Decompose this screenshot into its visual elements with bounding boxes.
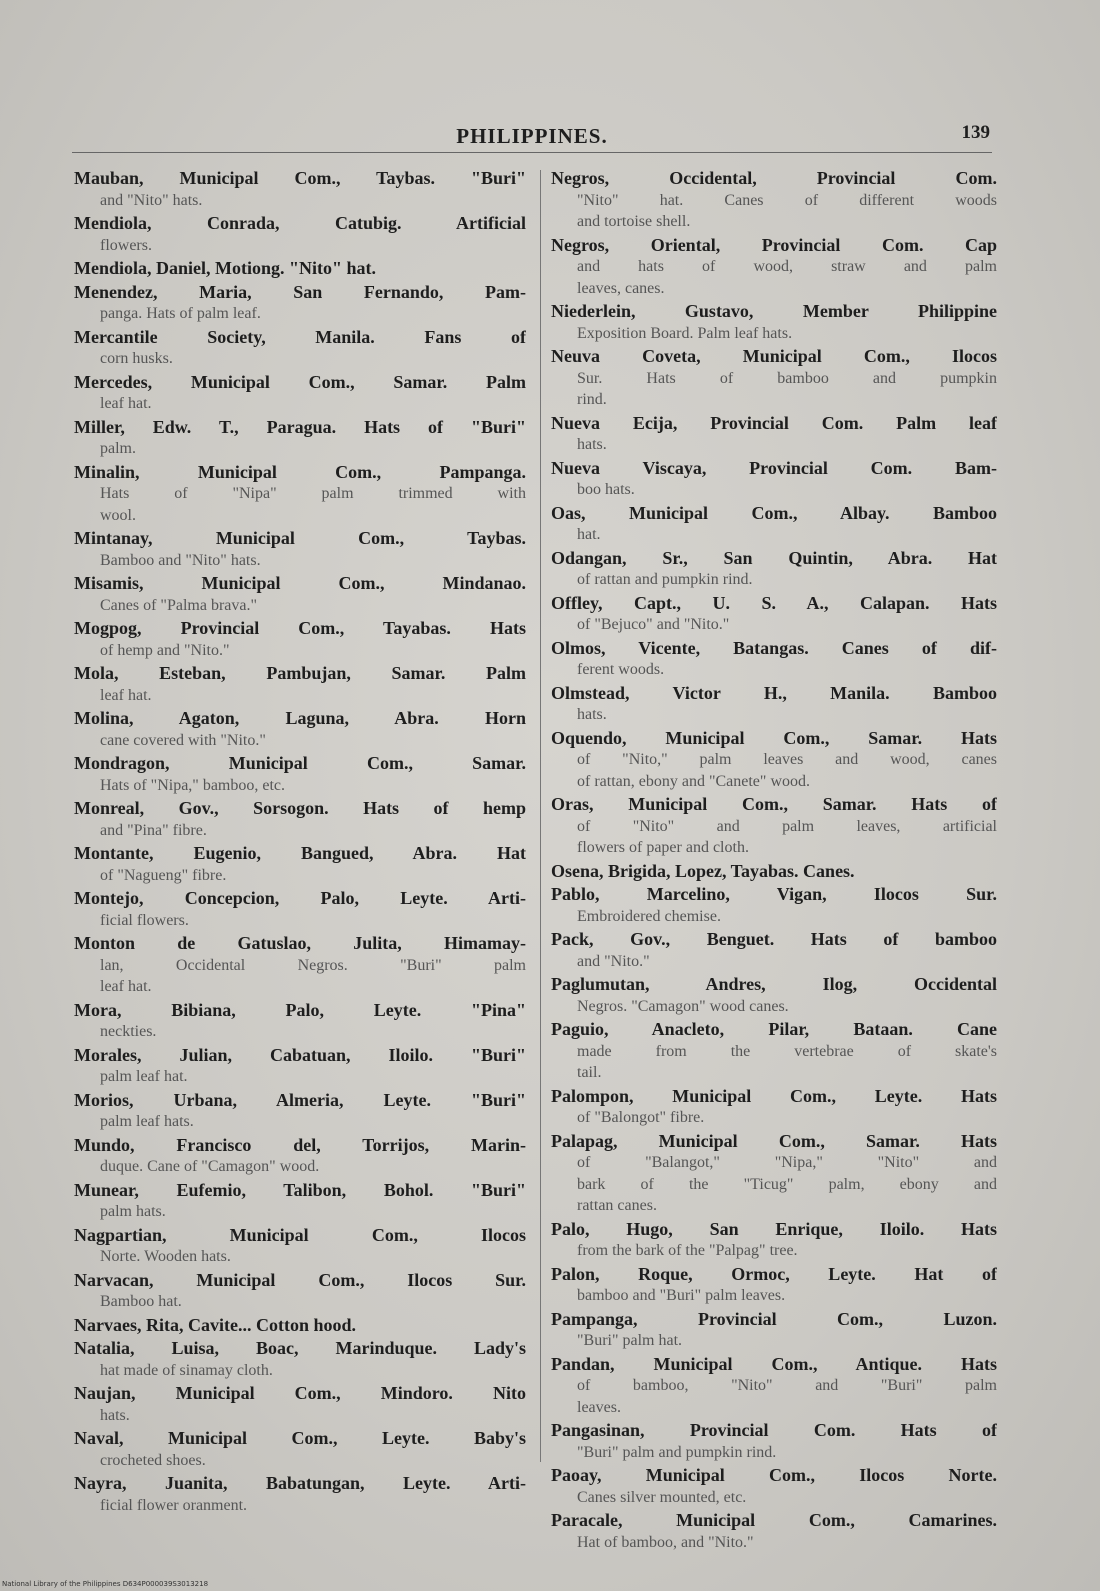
entry-heading-line: Pandan, Municipal Com., Antique. Hats: [551, 1353, 997, 1374]
entry-continuation-line: "Buri" palm and pumpkin rind.: [577, 1443, 777, 1461]
index-entry: [551, 593, 997, 636]
entry-heading-line: Paguio, Anacleto, Pilar, Bataan. Cane: [551, 1019, 997, 1039]
index-entry: [74, 798, 526, 841]
index-entry: [551, 683, 997, 726]
entry-continuation-line: Negros. "Camagon" wood canes.: [577, 997, 789, 1015]
entry-heading-line: Mogpog, Provincial Com., Tayabas. Hats: [74, 618, 526, 638]
entry-continuation-line: leaves, canes.: [577, 279, 665, 297]
entry-heading-line: Morales, Julian, Cabatuan, Iloilo. "Buri": [74, 1044, 526, 1065]
index-entry: [74, 528, 526, 571]
entry-continuation-line: of "Balongot" fibre.: [577, 1109, 705, 1126]
entry-continuation-line: bamboo and "Buri" palm leaves.: [577, 1287, 786, 1304]
entry-continuation-line: leaf hat.: [100, 686, 152, 704]
entry-continuation-line: Hats of "Nipa" palm trimmed with: [100, 485, 526, 502]
index-entry: [551, 458, 997, 501]
entry-continuation-line: hats.: [100, 1406, 130, 1424]
left-column: [74, 168, 526, 1518]
entry-heading-line: Narvacan, Municipal Com., Ilocos Sur.: [74, 1269, 526, 1290]
entry-heading-line: Olmos, Vicente, Batangas. Canes of dif-: [551, 637, 997, 658]
entry-heading-line: Nagpartian, Municipal Com., Ilocos: [74, 1224, 526, 1245]
entry-heading-line: Pablo, Marcelino, Vigan, Ilocos Sur.: [551, 884, 997, 904]
entry-heading-line: Mercedes, Municipal Com., Samar. Palm: [74, 371, 526, 392]
index-entry: [74, 258, 526, 280]
index-entry: [551, 861, 997, 883]
entry-continuation-line: and hats of wood, straw and palm: [577, 258, 997, 275]
entry-continuation-line: "Buri" palm hat.: [577, 1332, 683, 1349]
entry-continuation-line: panga. Hats of palm leaf.: [100, 305, 261, 322]
entry-heading-line: Monton de Gatuslao, Julita, Himamay-: [74, 933, 526, 953]
entry-heading-line: Menendez, Maria, San Fernando, Pam-: [74, 281, 526, 302]
entry-continuation-line: tail.: [577, 1064, 602, 1081]
index-entry: [551, 168, 997, 233]
entry-heading-line: Natalia, Luisa, Boac, Marinduque. Lady's: [74, 1338, 526, 1358]
entry-continuation-line: Exposition Board. Palm leaf hats.: [577, 324, 793, 342]
entry-heading-line: Offley, Capt., U. S. A., Calapan. Hats: [551, 592, 997, 613]
index-entry: [551, 794, 997, 859]
entry-continuation-line: Bamboo and "Nito" hats.: [100, 551, 261, 569]
index-entry: [74, 663, 526, 706]
index-entry: [74, 888, 526, 931]
index-entry: [551, 1510, 997, 1553]
entry-continuation-line: rind.: [577, 391, 607, 408]
entry-heading-line: Oquendo, Municipal Com., Samar. Hats: [551, 727, 997, 748]
entry-continuation-line: rattan canes.: [577, 1197, 657, 1214]
index-entry: [551, 884, 997, 927]
entry-heading-line: Palompon, Municipal Com., Leyte. Hats: [551, 1085, 997, 1106]
entry-continuation-line: and "Nito" hats.: [100, 191, 203, 209]
index-entry: [551, 1465, 997, 1508]
index-entry: [74, 213, 526, 256]
entry-continuation-line: hat made of sinamay cloth.: [100, 1361, 273, 1379]
index-entry: [551, 1309, 997, 1352]
entry-heading-line: Munear, Eufemio, Talibon, Bohol. "Buri": [74, 1179, 526, 1200]
entry-heading-line: Neuva Coveta, Municipal Com., Ilocos: [551, 346, 997, 366]
entry-continuation-line: of rattan, ebony and "Canete" wood.: [577, 772, 810, 790]
index-entry: [551, 235, 997, 300]
entry-heading-line: Misamis, Municipal Com., Mindanao.: [74, 573, 526, 593]
entry-continuation-line: hats.: [577, 436, 607, 453]
scan-footer: National Library of the Philippines D634P000039S3013218: [2, 1580, 209, 1588]
entry-heading-line: Paglumutan, Andres, Ilog, Occidental: [551, 974, 997, 994]
entry-continuation-line: cane covered with "Nito.": [100, 731, 266, 749]
entry-continuation-line: from the bark of the "Palpag" tree.: [577, 1242, 798, 1259]
index-entry: [551, 503, 997, 546]
entry-heading-line: Niederlein, Gustavo, Member Philippine: [551, 301, 997, 321]
entry-continuation-line: flowers.: [100, 236, 152, 254]
entry-continuation-line: Canes silver mounted, etc.: [577, 1488, 747, 1506]
entry-heading-line: Palon, Roque, Ormoc, Leyte. Hat of: [551, 1263, 997, 1284]
running-head: PHILIPPINES.: [456, 124, 608, 148]
index-entry: [74, 1428, 526, 1471]
index-entry: [74, 417, 526, 460]
entry-continuation-line: duque. Cane of "Camagon" wood.: [100, 1158, 320, 1175]
entry-heading-line: Pampanga, Provincial Com., Luzon.: [551, 1308, 997, 1329]
entry-heading-line: Paracale, Municipal Com., Camarines.: [551, 1510, 997, 1530]
index-entry: [74, 1090, 526, 1133]
entry-heading-line: Mondragon, Municipal Com., Samar.: [74, 753, 526, 773]
page-header: [72, 120, 992, 156]
index-entry: [551, 1420, 997, 1463]
entry-continuation-line: ficial flower oranment.: [100, 1496, 248, 1514]
entry-continuation-line: Hats of "Nipa," bamboo, etc.: [100, 776, 286, 794]
entry-continuation-line: made from the vertebrae of skate's: [577, 1042, 997, 1060]
entry-heading-line: Morios, Urbana, Almeria, Leyte. "Buri": [74, 1089, 526, 1110]
index-entry: [74, 372, 526, 415]
entry-heading-line: Odangan, Sr., San Quintin, Abra. Hat: [551, 547, 997, 568]
index-entry: [74, 1338, 526, 1381]
entry-heading-line: Palo, Hugo, San Enrique, Iloilo. Hats: [551, 1218, 997, 1239]
entry-heading-line: Negros, Occidental, Provincial Com.: [551, 168, 997, 188]
entry-heading-line: Naval, Municipal Com., Leyte. Baby's: [74, 1428, 526, 1448]
entry-heading-line: Pack, Gov., Benguet. Hats of bamboo: [551, 929, 997, 949]
entry-continuation-line: wool.: [100, 506, 136, 524]
entry-continuation-line: of "Nagueng" fibre.: [100, 866, 227, 884]
entry-continuation-line: of "Balangot," "Nipa," "Nito" and: [577, 1154, 997, 1171]
entry-heading-line: Nueva Ecija, Provincial Com. Palm leaf: [551, 412, 997, 433]
index-entry: [551, 728, 997, 793]
entry-continuation-line: hat.: [577, 526, 601, 543]
entry-heading-line: Montante, Eugenio, Bangued, Abra. Hat: [74, 843, 526, 863]
entry-continuation-line: bark of the "Ticug" palm, ebony and: [577, 1175, 997, 1193]
index-entry: [551, 548, 997, 591]
entry-continuation-line: palm.: [100, 440, 136, 457]
index-entry: [551, 1264, 997, 1307]
entry-continuation-line: and "Pina" fibre.: [100, 821, 207, 839]
entry-heading-line: Mendiola, Daniel, Motiong. "Nito" hat.: [74, 258, 376, 278]
index-entry: [551, 929, 997, 972]
entry-continuation-line: Canes of "Palma brava.": [100, 596, 258, 614]
index-entry: [74, 708, 526, 751]
entry-heading-line: Osena, Brigida, Lopez, Tayabas. Canes.: [551, 860, 855, 881]
entry-continuation-line: leaves.: [577, 1398, 621, 1416]
entry-continuation-line: leaf hat.: [100, 395, 152, 412]
entry-heading-line: Mola, Esteban, Pambujan, Samar. Palm: [74, 663, 526, 683]
column-divider: [540, 170, 541, 1462]
index-entry: [74, 282, 526, 325]
index-entry: [74, 462, 526, 527]
header-rule: [72, 152, 992, 153]
entry-continuation-line: Bamboo hat.: [100, 1293, 182, 1310]
index-entry: [551, 1019, 997, 1084]
entry-continuation-line: Hat of bamboo, and "Nito.": [577, 1533, 754, 1551]
index-entry: [551, 301, 997, 344]
entry-heading-line: Naujan, Municipal Com., Mindoro. Nito: [74, 1383, 526, 1403]
entry-heading-line: Oras, Municipal Com., Samar. Hats of: [551, 794, 997, 814]
index-entry: [74, 933, 526, 998]
index-entry: [74, 1315, 526, 1337]
entry-heading-line: Olmstead, Victor H., Manila. Bamboo: [551, 682, 997, 703]
entry-continuation-line: of "Bejuco" and "Nito.": [577, 616, 730, 633]
entry-heading-line: Nayra, Juanita, Babatungan, Leyte. Arti-: [74, 1473, 526, 1493]
index-entry: [74, 618, 526, 661]
index-entry: [74, 1135, 526, 1178]
index-entry: [74, 1383, 526, 1426]
index-entry: [74, 573, 526, 616]
entry-continuation-line: Norte. Wooden hats.: [100, 1248, 231, 1265]
entry-continuation-line: of bamboo, "Nito" and "Buri" palm: [577, 1377, 997, 1394]
entry-continuation-line: Sur. Hats of bamboo and pumpkin: [577, 369, 997, 387]
index-entry: [74, 1000, 526, 1043]
entry-heading-line: Montejo, Concepcion, Palo, Leyte. Arti-: [74, 888, 526, 908]
entry-heading-line: Mendiola, Conrada, Catubig. Artificial: [74, 213, 526, 233]
index-entry: [74, 327, 526, 370]
index-entry: [551, 1131, 997, 1217]
entry-continuation-line: "Nito" hat. Canes of different woods: [577, 191, 997, 209]
entry-heading-line: Miller, Edw. T., Paragua. Hats of "Buri": [74, 416, 526, 437]
entry-continuation-line: lan, Occidental Negros. "Buri" palm: [100, 956, 526, 974]
entry-heading-line: Mauban, Municipal Com., Taybas. "Buri": [74, 168, 526, 188]
index-entry: [74, 753, 526, 796]
index-entry: [74, 1180, 526, 1223]
entry-heading-line: Molina, Agaton, Laguna, Abra. Horn: [74, 708, 526, 728]
index-entry: [551, 346, 997, 411]
entry-heading-line: Mora, Bibiana, Palo, Leyte. "Pina": [74, 999, 526, 1020]
index-entry: [74, 1225, 526, 1268]
entry-heading-line: Oas, Municipal Com., Albay. Bamboo: [551, 502, 997, 523]
entry-continuation-line: flowers of paper and cloth.: [577, 839, 749, 856]
entry-continuation-line: boo hats.: [577, 481, 635, 498]
entry-heading-line: Mintanay, Municipal Com., Taybas.: [74, 528, 526, 548]
entry-heading-line: Palapag, Municipal Com., Samar. Hats: [551, 1130, 997, 1151]
entry-heading-line: Narvaes, Rita, Cavite... Cotton hood.: [74, 1314, 356, 1335]
entry-continuation-line: of "Nito," palm leaves and wood, canes: [577, 751, 997, 768]
entry-continuation-line: of hemp and "Nito.": [100, 641, 230, 659]
entry-continuation-line: palm hats.: [100, 1203, 166, 1220]
index-entry: [74, 843, 526, 886]
index-entry: [74, 1473, 526, 1516]
entry-continuation-line: hats.: [577, 706, 607, 723]
index-entry: [551, 638, 997, 681]
entry-continuation-line: leaf hat.: [100, 978, 152, 995]
entry-continuation-line: and "Nito.": [577, 952, 650, 970]
entry-heading-line: Monreal, Gov., Sorsogon. Hats of hemp: [74, 798, 526, 818]
index-entry: [551, 1354, 997, 1419]
index-entry: [551, 974, 997, 1017]
index-entry: [74, 168, 526, 211]
index-entry: [551, 413, 997, 456]
entry-heading-line: Mercantile Society, Manila. Fans of: [74, 326, 526, 347]
index-entry: [74, 1045, 526, 1088]
entry-continuation-line: of "Nito" and palm leaves, artificial: [577, 817, 997, 835]
entry-continuation-line: and tortoise shell.: [577, 213, 691, 230]
entry-continuation-line: Embroidered chemise.: [577, 907, 721, 925]
entry-heading-line: Nueva Viscaya, Provincial Com. Bam-: [551, 457, 997, 478]
entry-continuation-line: palm leaf hats.: [100, 1113, 194, 1130]
page-number: 139: [961, 122, 990, 143]
entry-heading-line: Paoay, Municipal Com., Ilocos Norte.: [551, 1465, 997, 1485]
entry-heading-line: Mundo, Francisco del, Torrijos, Marin-: [74, 1134, 526, 1155]
entry-continuation-line: neckties.: [100, 1023, 157, 1040]
entry-heading-line: Minalin, Municipal Com., Pampanga.: [74, 461, 526, 482]
entry-continuation-line: of rattan and pumpkin rind.: [577, 571, 753, 588]
entry-continuation-line: corn husks.: [100, 350, 173, 367]
index-entry: [551, 1219, 997, 1262]
entry-continuation-line: ferent woods.: [577, 661, 665, 678]
entry-continuation-line: palm leaf hat.: [100, 1068, 188, 1085]
index-entry: [551, 1086, 997, 1129]
right-column: [551, 168, 997, 1555]
entry-heading-line: Pangasinan, Provincial Com. Hats of: [551, 1420, 997, 1440]
index-entry: [74, 1270, 526, 1313]
entry-continuation-line: ficial flowers.: [100, 911, 189, 929]
entry-continuation-line: crocheted shoes.: [100, 1451, 206, 1469]
entry-heading-line: Negros, Oriental, Provincial Com. Cap: [551, 234, 997, 255]
